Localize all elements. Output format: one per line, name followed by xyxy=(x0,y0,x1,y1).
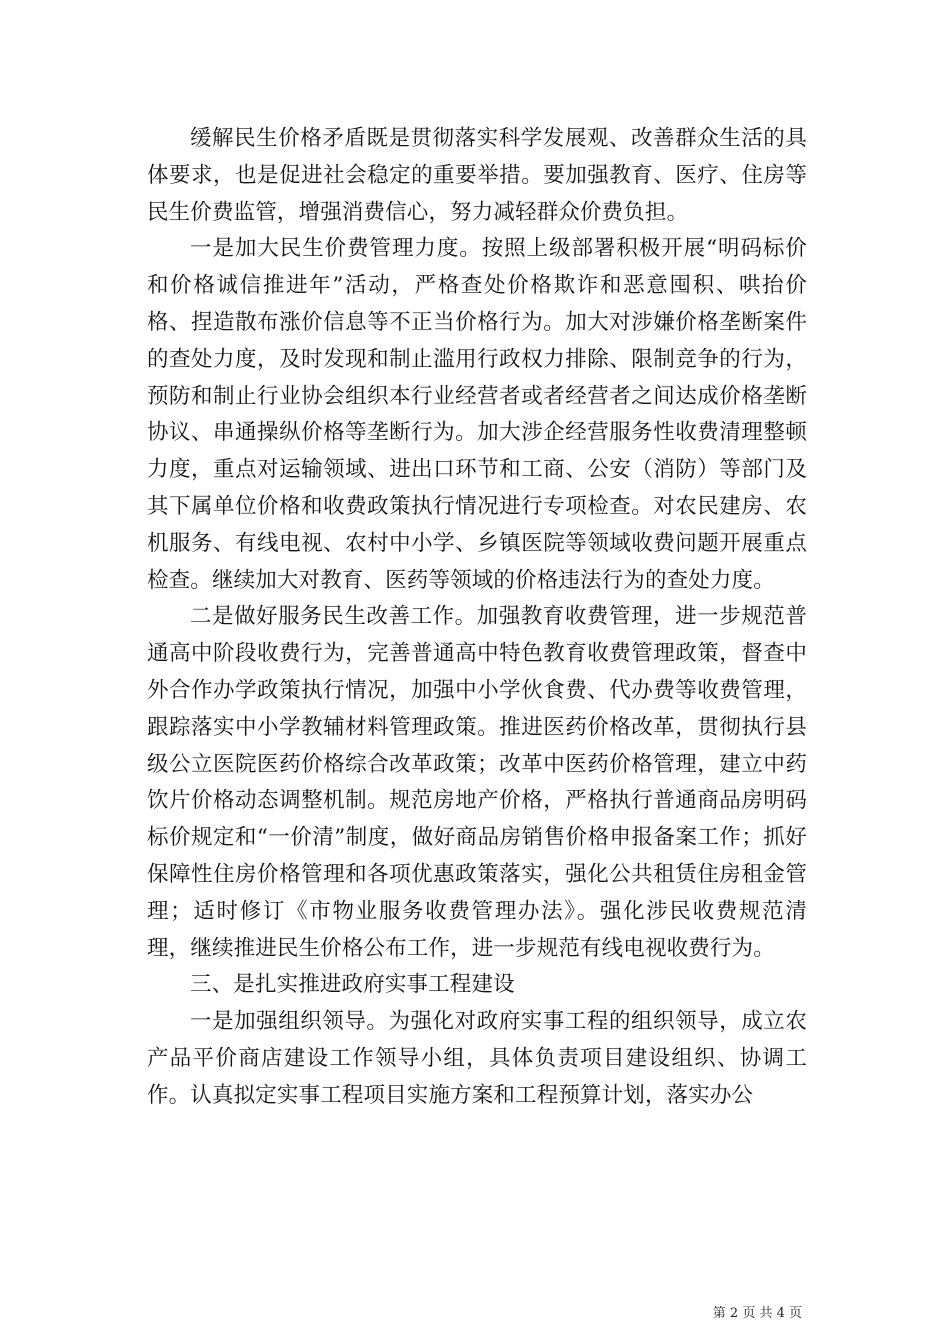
paragraph-organization: 一是加强组织领导。为强化对政府实事工程的组织领导，成立农产品平价商店建设工作领导小组，具体负责项目建设组织、协调工作。认真拟定实事工程项目实施方案和工程预算计划，落实办公 xyxy=(147,1009,807,1108)
paragraph-price-management: 一是加大民生价费管理力度。按照上级部署积极开展“明码标价和价格诚信推进年”活动，严格查处价格欺诈和恶意囤积、哄抬价格、捏造散布涨价信息等不正当价格行为。加大对涉嫌价格垄断案件的查处力度，及时发现和制止滥用行政权力排除、限制竞争的行为，预防和制止行业协会组织本行业经营者或者经营者之间达成价格垄断协议、串通操纵价格等垄断行为。加大涉企经营服务性收费清理整顿力度，重点对运输领域、进出口环节和工商、公安（消防）等部门及其下属单位价格和收费政策执行情况进行专项检查。对农民建房、农机服务、有线电视、农村中小学、乡镇医院等领域收费问题开展重点检查。继续加大对教育、医药等领域的价格违法行为的查处力度。 xyxy=(147,236,807,593)
body-text xyxy=(147,121,807,1115)
paragraph-livelihood-service: 二是做好服务民生改善工作。加强教育收费管理，进一步规范普通高中阶段收费行为，完善普通高中特色教育收费管理政策，督查中外合作办学政策执行情况，加强中小学伙食费、代办费等收费管理，跟踪落实中小学教辅材料管理政策。推进医药价格改革，贯彻执行县级公立医院医药价格综合改革政策；改革中医药价格管理，建立中药饮片价格动态调整机制。规范房地产价格，严格执行普通商品房明码标价规定和“一价清”制度，做好商品房销售价格申报备案工作；抓好保障性住房价格管理和各项优惠政策落实，强化公共租赁住房租金管理；适时修订《市物业服务收费管理办法》。强化涉民收费规范清理，继续推进民生价格公布工作，进一步规范有线电视收费行为。 xyxy=(147,604,807,961)
section-heading: 三、是扎实推进政府实事工程建设 xyxy=(190,972,515,998)
paragraph-intro: 缓解民生价格矛盾既是贯彻落实科学发展观、改善群众生活的具体要求，也是促进社会稳定的重要举措。要加强教育、医疗、住房等民生价费监管，增强消费信心，努力减轻群众价费负担。 xyxy=(147,126,807,225)
page-number: 第 2 页 共 4 页 xyxy=(712,1306,802,1321)
